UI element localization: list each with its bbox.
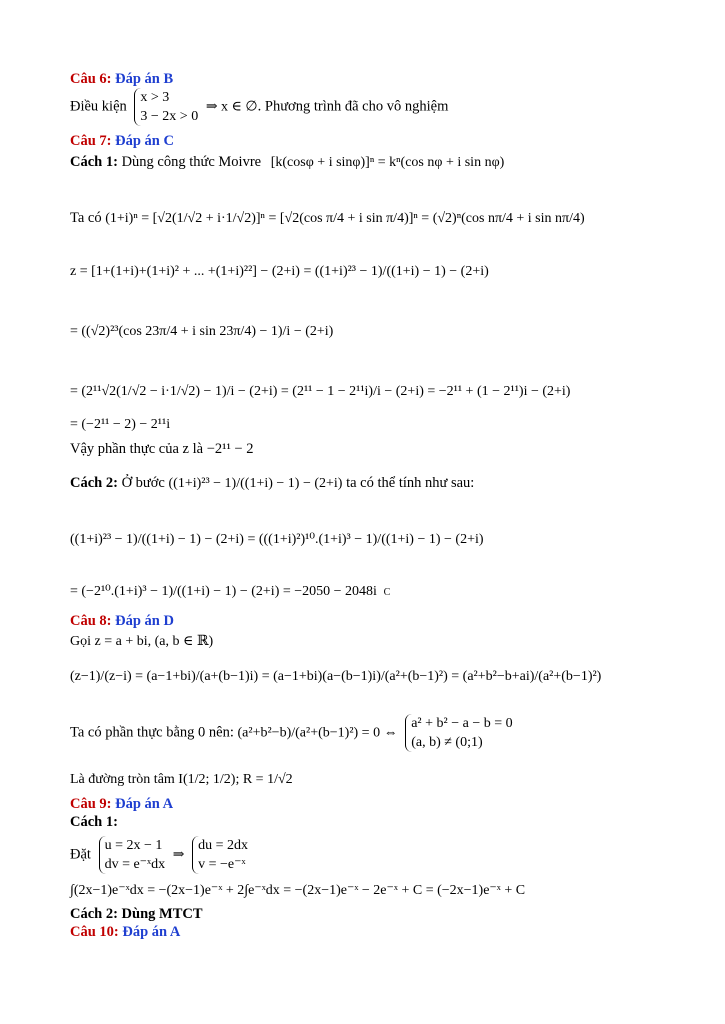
q9-heading — [70, 795, 173, 813]
q7-step-1 — [70, 209, 585, 228]
q10-answer: Đáp án A — [122, 924, 181, 940]
q9-system-right — [192, 836, 248, 874]
q9-du: du = 2dx — [198, 838, 248, 853]
q9-dat: Đặt — [70, 846, 91, 863]
q7-method-2-expr: ((1+i)²³ − 1)/((1+i) − 1) − (2+i) — [168, 476, 343, 491]
q8-system — [405, 714, 512, 752]
q6-heading — [70, 70, 173, 88]
q8-answer: Đáp án D — [115, 613, 174, 629]
q7-step-1-formula: (1+i)ⁿ = [√2(1/√2 + i·1/√2)]ⁿ = [√2(cos π/4 + i sin π/4)]ⁿ = (√2)ⁿ(cos nπ/4 + i sin nπ/4) — [105, 211, 585, 226]
q7-method-2 — [70, 474, 474, 493]
q9-integral — [70, 881, 525, 900]
q8-condition-expr: (a²+b²−b)/(a²+(b−1)²) = 0 ⇔ — [237, 725, 398, 741]
q7-label: Câu 7: — [70, 133, 112, 149]
q9-method-1-label: Cách 1: — [70, 814, 118, 830]
q8-step-1-formula: (z−1)/(z−i) = (a−1+bi)/(a+(b−1)i) = (a−1+bi)(a−(b−1)i)/(a²+(b−1)²) = (a²+b²−b+ai)/(a²+(b−1)²) — [70, 669, 602, 684]
q7-method-1-text: Dùng công thức Moivre — [121, 154, 262, 170]
q8-heading — [70, 612, 174, 630]
q7-ta-co: Ta có — [70, 210, 102, 226]
q6-condition-label: Điều kiện — [70, 98, 127, 115]
q9-dv: dv = e⁻ˣdx — [104, 857, 166, 872]
q9-answer: Đáp án A — [115, 796, 174, 812]
q7-heading — [70, 132, 174, 150]
q7-step-6-formula: ((1+i)²³ − 1)/((1+i) − 1) − (2+i) = (((1+i)²)¹⁰.(1+i)³ − 1)/((1+i) − 1) − (2+i) — [70, 532, 484, 547]
q7-mark-c: C — [383, 587, 391, 598]
q9-method-2 — [70, 905, 203, 923]
q8-circle — [70, 770, 293, 789]
q7-method-1 — [70, 153, 504, 172]
q7-answer: Đáp án C — [115, 133, 174, 149]
q8-circle-text: Là đường tròn tâm I(1/2; 1/2); R = 1/√2 — [70, 772, 293, 787]
q6-system — [134, 88, 198, 126]
q7-step-5-formula: = (−2¹¹ − 2) − 2¹¹i — [70, 417, 171, 432]
q7-step-2-formula: z = [1+(1+i)+(1+i)² + ... +(1+i)²²] − (2+i) = ((1+i)²³ − 1)/((1+i) − 1) − (2+i) — [70, 264, 489, 279]
q7-method-2-text-b: ta có thể tính như sau: — [346, 475, 475, 491]
q9-system-left — [99, 836, 166, 874]
q9-implies-icon: ⇒ — [172, 847, 185, 863]
q8-condition-text: Ta có phần thực bằng 0 nên: — [70, 724, 234, 741]
q7-step-3 — [70, 322, 333, 341]
q6-system-line-1: x > 3 — [140, 90, 170, 105]
q8-let — [70, 632, 213, 651]
q8-let-formula: Gọi z = a + bi, (a, b ∈ ℝ) — [70, 634, 214, 649]
q8-condition — [70, 714, 517, 752]
q7-step-6 — [70, 530, 484, 549]
q6-label: Câu 6: — [70, 71, 112, 87]
q7-method-2-label: Cách 2: — [70, 475, 118, 491]
q7-step-2 — [70, 262, 489, 281]
q8-system-line-1: a² + b² − a − b = 0 — [411, 716, 513, 731]
q9-label: Câu 9: — [70, 796, 112, 812]
q8-label: Câu 8: — [70, 613, 112, 629]
q9-substitution — [70, 836, 252, 874]
q7-method-2-text-a: Ở bước — [121, 475, 165, 491]
q8-step-1 — [70, 667, 601, 686]
q7-step-3-formula: = ((√2)²³(cos 23π/4 + i sin 23π/4) − 1)/i − (2+i) — [70, 324, 334, 339]
q7-method-1-label: Cách 1: — [70, 154, 118, 170]
q7-step-4 — [70, 382, 570, 401]
q7-step-7 — [70, 582, 390, 602]
q9-integral-formula: ∫(2x−1)e⁻ˣdx = −(2x−1)e⁻ˣ + 2∫e⁻ˣdx = −(2x−1)e⁻ˣ − 2e⁻ˣ + C = (−2x−1)e⁻ˣ + C — [70, 883, 526, 898]
q10-label: Câu 10: — [70, 924, 119, 940]
q7-step-5 — [70, 415, 170, 434]
q9-u: u = 2x − 1 — [104, 838, 163, 853]
q6-system-line-2: 3 − 2x > 0 — [140, 109, 199, 124]
q9-method-2-label: Cách 2: Dùng MTCT — [70, 906, 203, 922]
q9-v: v = −e⁻ˣ — [198, 857, 246, 872]
q6-tail: . Phương trình đã cho vô nghiệm — [257, 98, 449, 115]
q9-method-1 — [70, 813, 118, 831]
q7-step-7-formula: = (−2¹⁰.(1+i)³ − 1)/((1+i) − 1) − (2+i) = −2050 − 2048i — [70, 584, 377, 599]
q6-implies: ⇒ x ∈ ∅ — [205, 99, 258, 115]
q7-moivre-formula: [k(cosφ + i sinφ)]ⁿ = kⁿ(cos nφ + i sin nφ) — [270, 155, 505, 170]
q8-system-line-2: (a, b) ≠ (0;1) — [411, 735, 483, 750]
q6-answer: Đáp án B — [115, 71, 174, 87]
q7-conclusion-text: Vậy phần thực của z là −2¹¹ − 2 — [70, 441, 254, 457]
q7-conclusion — [70, 440, 254, 458]
q6-condition — [70, 88, 448, 126]
q10-heading — [70, 923, 180, 941]
q7-step-4-formula: = (2¹¹√2(1/√2 − i·1/√2) − 1)/i − (2+i) = (2¹¹ − 1 − 2¹¹i)/i − (2+i) = −2¹¹ + (1 − 2¹¹)i − (2+i) — [70, 384, 571, 399]
